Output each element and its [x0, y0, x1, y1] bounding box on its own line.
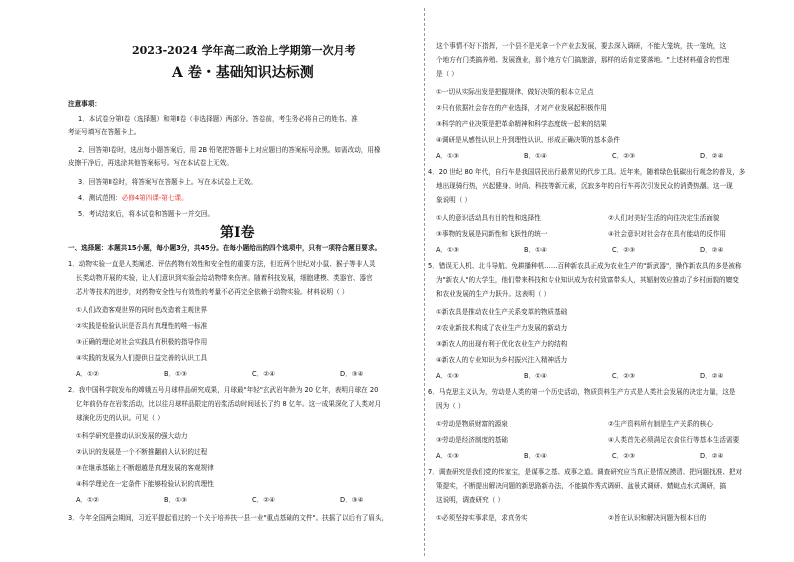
question-3-option: ②只有依据社会存在的产业选择，才对产业发展起积极作用	[436, 104, 607, 112]
question-3-line: 是（ ）	[436, 70, 458, 78]
choice-d[interactable]: D．③④	[340, 496, 364, 504]
question-3-option: ①一切从实际出发是把握规律、做好决策的根本立足点	[436, 88, 594, 96]
question-4-choices	[436, 246, 784, 254]
choice-a[interactable]: A．①②	[76, 370, 99, 378]
option: ②旨在认识和解决问题为根本目的	[608, 514, 707, 522]
question-2-line: 2．我中国科学院发布的嫦娥五号月球样品研究成果，月球最"年轻"玄武岩年龄为 20 亿年，表明月球在 20	[68, 386, 379, 394]
note-line: 1．本试卷分第Ⅰ卷（选择题）和第Ⅱ卷（非选择题）两部分。答卷前，考生务必将自己的姓名、准	[78, 115, 358, 123]
choice-d[interactable]: D．②④	[700, 372, 724, 380]
choice-c[interactable]: C．②③	[612, 372, 636, 380]
question-3-line: 这个事情不好下指挥，一个县不是光拿一个产业去发展，要去深入调研，不能大笼统，扶一笼统，这	[436, 42, 727, 50]
question-5-option: ③新农人的出现有利于优化农业生产力的结构	[436, 340, 568, 348]
section-note: 一、选择题：本题共15小题，每小题3分，共45分。在每小题给出的四个选项中，只有一项符合题目要求。	[68, 244, 382, 252]
question-1-line: 1．动物实验一直是人类阐述、评估药物有效性和安全性的重要方法，但近两个世纪对小鼠、猴子等非人灵	[68, 260, 376, 268]
choice-b[interactable]: B．①④	[524, 452, 547, 460]
question-4-line: 地出现骑行热，兴起健身、时尚、科技等新元素，沉寂多年的自行车再次引发民众的消费热潮。这一现	[436, 182, 733, 190]
question-3-option: ③科学的产业决策是把革命精神和科学态度统一起来的结果	[436, 120, 607, 128]
question-6-line: 因为（ ）	[436, 402, 465, 410]
choice-d[interactable]: D．③④	[340, 370, 364, 378]
choice-a[interactable]: A．①③	[436, 452, 459, 460]
choice-b[interactable]: B．①④	[524, 372, 547, 380]
question-4-options-row	[436, 214, 780, 222]
question-7-line: 策提实，不断提出解决问题的新思路新办法，不能搞作秀式调研、盆景式调研、蜻蜓点水式调研，搞	[436, 482, 727, 490]
column-divider	[424, 8, 425, 556]
choice-d[interactable]: D．②④	[700, 452, 724, 460]
choice-a[interactable]: A．①③	[436, 372, 459, 380]
option: ②人们对美好生活的向往决定生活面貌	[608, 214, 720, 222]
exam-title: 2023-2024 学年高二政治上学期第一次月考	[132, 44, 356, 57]
question-5-line: 和农业发展的生产力跃升。这表明（ ）	[436, 290, 551, 298]
left-column	[68, 0, 420, 562]
note-line: 3．回答第Ⅱ卷时，将答案写在答题卡上。写在本试卷上无效。	[78, 178, 257, 186]
choice-b[interactable]: B．①③	[164, 370, 187, 378]
question-2-option: ③在继承基础上不断超越是真理发展的客观规律	[76, 464, 214, 472]
question-2-option: ①科学研究是推动认识发展的强大动力	[76, 432, 188, 440]
option: ②生产资料所有制是生产关系的核心	[608, 420, 713, 428]
question-4-line: 象说明（ ）	[436, 196, 472, 204]
choice-c[interactable]: C．②③	[612, 452, 636, 460]
question-5-choices	[436, 372, 784, 380]
choice-a[interactable]: A．①③	[436, 246, 459, 254]
question-2-line: 亿年前仍存在岩浆活动，比以往月球样品限定的岩浆活动时间延长了约 8 亿年。这一成果深化了人类对月	[76, 400, 382, 408]
question-4-line: 4．20 世纪 80 年代，自行车是我国居民出行最常见的代步工具。近年来，随着绿色低碳出行观念的普及，多	[428, 168, 746, 176]
choice-c[interactable]: C．②③	[612, 246, 636, 254]
question-5-line: 5．错误无人机、北斗导航、免耕播种机……百种新农具正成为农业生产的"新武器"，操作新农具的多是被称	[428, 262, 742, 270]
option: ③劳动是经济制度的基础	[436, 436, 508, 444]
section-title: 第Ⅰ卷	[220, 225, 255, 241]
option: ①人的意识活动具有目的性和选择性	[436, 214, 541, 222]
right-column	[428, 0, 784, 562]
exam-subtitle: A 卷・基础知识达标测	[172, 65, 314, 81]
question-4-options-row	[436, 230, 780, 238]
question-5-option: ④新农人的专业知识为乡村振兴注入精神活力	[436, 356, 568, 364]
choice-c[interactable]: C．②④	[252, 496, 276, 504]
choice-b[interactable]: B．①③	[164, 496, 187, 504]
note4-prefix: 4．测试范围：	[78, 194, 122, 202]
choice-d[interactable]: D．②④	[700, 246, 724, 254]
question-2-line: 球演化历史的认识。可见（ ）	[76, 414, 164, 422]
question-5-option: ①新农具是推动农业生产关系变革的物质基础	[436, 308, 568, 316]
note-line: 5．考试结束后，将本试卷和答题卡一并交回。	[78, 210, 215, 218]
note-line: 2．回答第Ⅰ卷时，选出每小题答案后，用 2B 铅笔把答题卡上对应题目的答案标号涂黑。如需改动，用橡	[78, 146, 381, 154]
question-6-line: 6．马克思主义认为，劳动是人类的第一个历史活动，物质资料生产方式是人类社会发展的决定力量，这是	[428, 388, 736, 396]
question-1-option: ②实践是检验认识是否具有真理性的唯一标准	[76, 322, 208, 330]
question-1-choices	[76, 370, 420, 378]
choice-d[interactable]: D．②④	[700, 152, 724, 160]
question-6-options-row	[436, 420, 780, 428]
question-2-option: ②认识的发展是一个不断推翻前人认识的过程	[76, 448, 208, 456]
option: ④人类首先必须满足衣食住行等基本生活需要	[608, 436, 740, 444]
question-7-line: 这说明，调查研究（ ）	[436, 496, 505, 504]
question-3-option: ④调研是从感性认识上升到理性认识、形成正确决策的基本条件	[436, 136, 620, 144]
test-scope: 必修4第四课-第七课。	[121, 194, 188, 202]
choice-a[interactable]: A．①②	[76, 496, 99, 504]
note-line: 考证号填写在答题卡上。	[68, 128, 141, 136]
note-line: 皮擦干净后，再选涂其他答案标号。写在本试卷上无效。	[68, 159, 233, 167]
option: ①劳动是物质财富的源泉	[436, 420, 508, 428]
question-7-options-row	[436, 514, 780, 522]
option: ④社会意识对社会存在具有能动的反作用	[608, 230, 727, 238]
question-1-line: 芯片等技术的进步，对药物安全性与有效性的考量不必再完全依赖于动物实验。材料说明（ ）	[76, 288, 349, 296]
choice-c[interactable]: C．②③	[612, 152, 636, 160]
option: ③事物的发展是同新性和飞跃性的统一	[436, 230, 548, 238]
question-5-option: ②农业新技术构成了农业生产力发展的新动力	[436, 324, 568, 332]
choice-b[interactable]: B．①④	[524, 246, 547, 254]
question-1-option: ①人们改造客观世界的同时也改造着主观世界	[76, 306, 208, 314]
choice-a[interactable]: A．①③	[436, 152, 459, 160]
question-2-option: ④科学理论在一定条件下能够检验认识的真理性	[76, 480, 214, 488]
question-1-line: 长类动物开展的实验，让人们意识到实验会给动物带来伤害。随着科技发展，细胞建模、类器官、器官	[76, 274, 373, 282]
note-line-4	[78, 194, 188, 202]
choice-b[interactable]: B．①④	[524, 152, 547, 160]
choice-c[interactable]: C．②④	[252, 370, 276, 378]
question-3-choices	[436, 152, 784, 160]
question-6-options-row	[436, 436, 780, 444]
option: ①必须坚持实事求是，求真务实	[436, 514, 528, 522]
question-7-line: 7．调查研究是我们党的传家宝，是谋事之基、成事之道。调查研究应当真正是情况摸清、把问题找准、把对	[428, 468, 743, 476]
question-1-option: ③正确的理论对社会实践具有积极的指导作用	[76, 338, 208, 346]
notes-header: 注意事项：	[68, 100, 101, 108]
question-3-line: 3．今年全国两会期间，习近平提起看过的一个关于培养扶一县一业"重点基础的文件"。扶摇了以后有了眉头，	[68, 514, 389, 522]
question-6-choices	[436, 452, 784, 460]
question-2-choices	[76, 496, 420, 504]
question-3-line: 个地方有门类搞养殖、发展渔业，那个地方专门搞旅游，那样的话肯定要落地。"上述材料蕴含的哲理	[436, 56, 730, 64]
question-1-option: ④实践的发展为人们提供日益完善的认识工具	[76, 354, 208, 362]
question-5-line: 为"新农人"的大学生，他们带来科技和专业知识成为农村致富带头人，其辐射效应推动了乡村面貌的嬗变	[436, 276, 739, 284]
